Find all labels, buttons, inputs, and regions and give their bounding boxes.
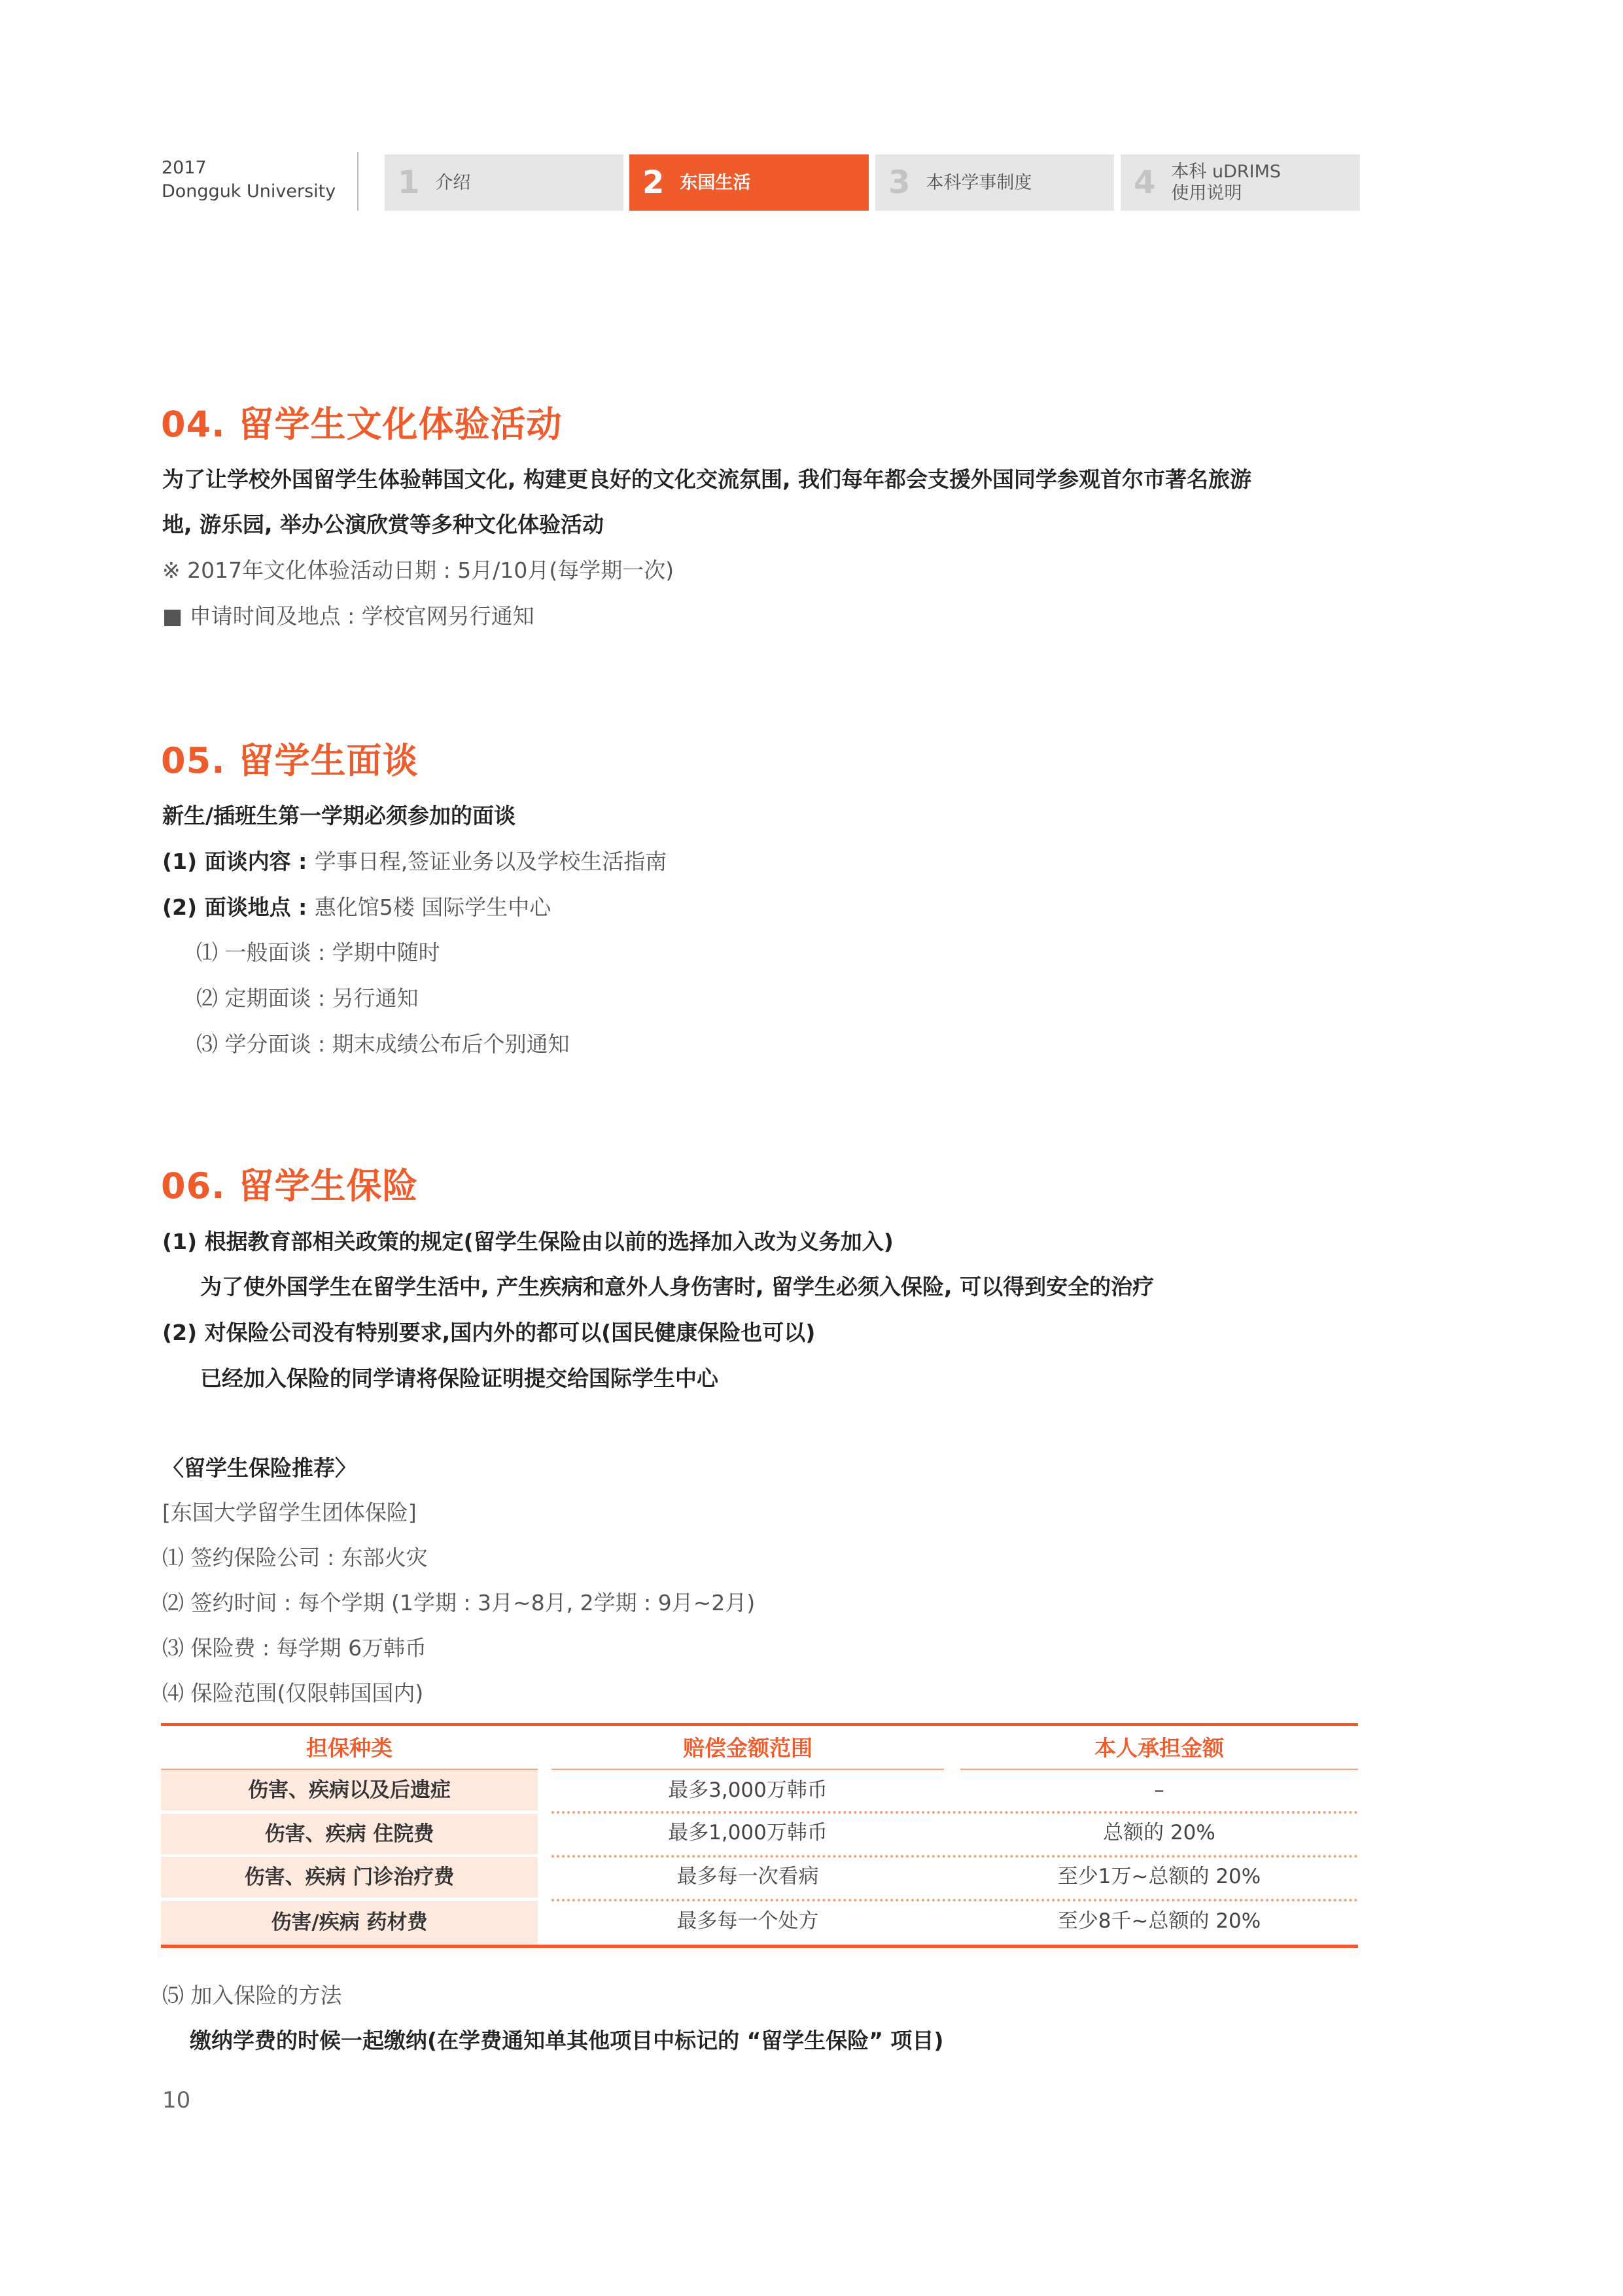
s06-paragraph1-detail: 为了使外国学生在留学生活中, 产生疾病和意外人身伤害时, 留学生必须入保险, 可以得到安全的治疗: [200, 1274, 1155, 1299]
section-05-title: 05. 留学生面谈: [161, 740, 419, 781]
table-header-coverage-type: 担保种类: [306, 1735, 393, 1761]
cell-gap: [161, 1811, 538, 1813]
s05-content-line: [162, 845, 667, 875]
cell-gap: [161, 1855, 538, 1857]
s06-paragraph2-detail: 已经加入保险的同学请将保险证明提交给国际学生中心: [200, 1366, 718, 1391]
table-cell-type: 伤害/疾病 药材费: [161, 1900, 538, 1945]
s04-paragraph-line1: 为了让学校外国留学生体验韩国文化, 构建更良好的文化交流氛围, 我们每年都会支援外国同学参观首尔市著名旅游: [162, 467, 1252, 492]
table-header-compensation: 赔偿金额范围: [683, 1735, 812, 1761]
table-cell-type: 伤害、疾病 门诊治疗费: [161, 1857, 538, 1898]
tab-academic-system[interactable]: [875, 154, 1114, 211]
s05-item: ⑴ 一般面谈 : 学期中随时: [196, 940, 440, 965]
s05-intro: 新生/插班生第一学期必须参加的面谈: [162, 803, 516, 828]
s05-location-label: (2) 面谈地点 :: [162, 894, 315, 920]
table-bottom-rule: [161, 1945, 1358, 1948]
table-cell-self-pay: –: [1154, 1778, 1164, 1802]
s06-group-insurance: [东国大学留学生团体保险]: [162, 1500, 417, 1525]
table-cell-compensation: 最多1,000万韩币: [668, 1821, 828, 1845]
section-04-title: 04. 留学生文化体验活动: [161, 404, 563, 445]
tab-number: 4: [1134, 164, 1156, 201]
brand-name: Dongguk University: [162, 181, 336, 202]
table-cell-compensation: 最多3,000万韩币: [668, 1778, 828, 1802]
table-cell-compensation: 最多每一次看病: [676, 1865, 819, 1888]
s05-content-value: 学事日程,签证业务以及学校生活指南: [314, 849, 667, 874]
s05-item: ⑶ 学分面谈 : 期末成绩公布后个别通知: [196, 1031, 570, 1057]
s06-item: ⑷ 保险范围(仅限韩国国内): [162, 1680, 424, 1706]
tab-label-line2: 使用说明: [1171, 183, 1242, 203]
table-cell-type: 伤害、疾病 住院费: [161, 1814, 538, 1854]
tab-label: [1171, 161, 1281, 204]
s06-item: ⑵ 签约时间 : 每个学期 (1学期 : 3月~8月, 2学期 : 9月~2月): [162, 1590, 756, 1616]
table-cell-self-pay: 至少8千~总额的 20%: [1057, 1909, 1261, 1933]
s06-method-text: 缴纳学费的时候一起缴纳(在学费通知单其他项目中标记的 “留学生保险” 项目): [190, 2028, 944, 2053]
tab-number: 2: [642, 164, 665, 201]
s06-paragraph2: (2) 对保险公司没有特别要求,国内外的都可以(国民健康保险也可以): [162, 1320, 816, 1345]
s04-note: ※ 2017年文化体验活动日期 : 5月/10月(每学期一次): [162, 557, 674, 583]
tab-udrims-guide[interactable]: [1121, 154, 1360, 211]
tab-label: 东国生活: [680, 172, 751, 193]
tab-intro[interactable]: [385, 154, 623, 211]
tab-number: 3: [888, 164, 911, 201]
brand: [162, 156, 336, 203]
s05-location-value: 惠化馆5楼 国际学生中心: [314, 894, 551, 920]
table-cell-self-pay: 至少1万~总额的 20%: [1057, 1865, 1261, 1888]
s06-item: ⑴ 签约保险公司 : 东部火灾: [162, 1545, 428, 1570]
section-06-title: 06. 留学生保险: [161, 1165, 419, 1207]
s05-location-line: [162, 891, 551, 921]
s04-paragraph-line2: 地, 游乐园, 举办公演欣赏等多种文化体验活动: [162, 512, 604, 537]
table-cell-self-pay: 总额的 20%: [1103, 1821, 1215, 1845]
s06-paragraph1: (1) 根据教育部相关政策的规定(留学生保险由以前的选择加入改为义务加入): [162, 1229, 894, 1254]
brand-year: 2017: [162, 158, 207, 178]
s05-content-label: (1) 面谈内容 :: [162, 849, 315, 874]
header-divider: [357, 152, 358, 211]
table-header-self-pay: 本人承担金额: [1094, 1735, 1224, 1761]
s06-item: ⑶ 保险费 : 每学期 6万韩币: [162, 1635, 427, 1661]
s05-item: ⑵ 定期面谈 : 另行通知: [196, 985, 419, 1011]
tab-label-line1: 本科 uDRIMS: [1171, 162, 1282, 182]
table-cell-type: 伤害、疾病以及后遗症: [161, 1770, 538, 1810]
tab-dongguk-life[interactable]: [629, 154, 869, 211]
tab-number: 1: [398, 164, 420, 201]
cell-gap: [161, 1899, 538, 1901]
s06-recommend-title: 〈留学生保险推荐〉: [162, 1455, 357, 1481]
s06-method-title: ⑸ 加入保险的方法: [162, 1983, 342, 2008]
s04-apply-info: ■ 申请时间及地点 : 学校官网另行通知: [162, 603, 534, 629]
page-number: 10: [162, 2087, 191, 2113]
table-top-rule: [161, 1723, 1358, 1726]
tab-label: 本科学事制度: [926, 172, 1032, 193]
tab-label: 介绍: [435, 172, 471, 193]
table-cell-compensation: 最多每一个处方: [676, 1909, 819, 1933]
